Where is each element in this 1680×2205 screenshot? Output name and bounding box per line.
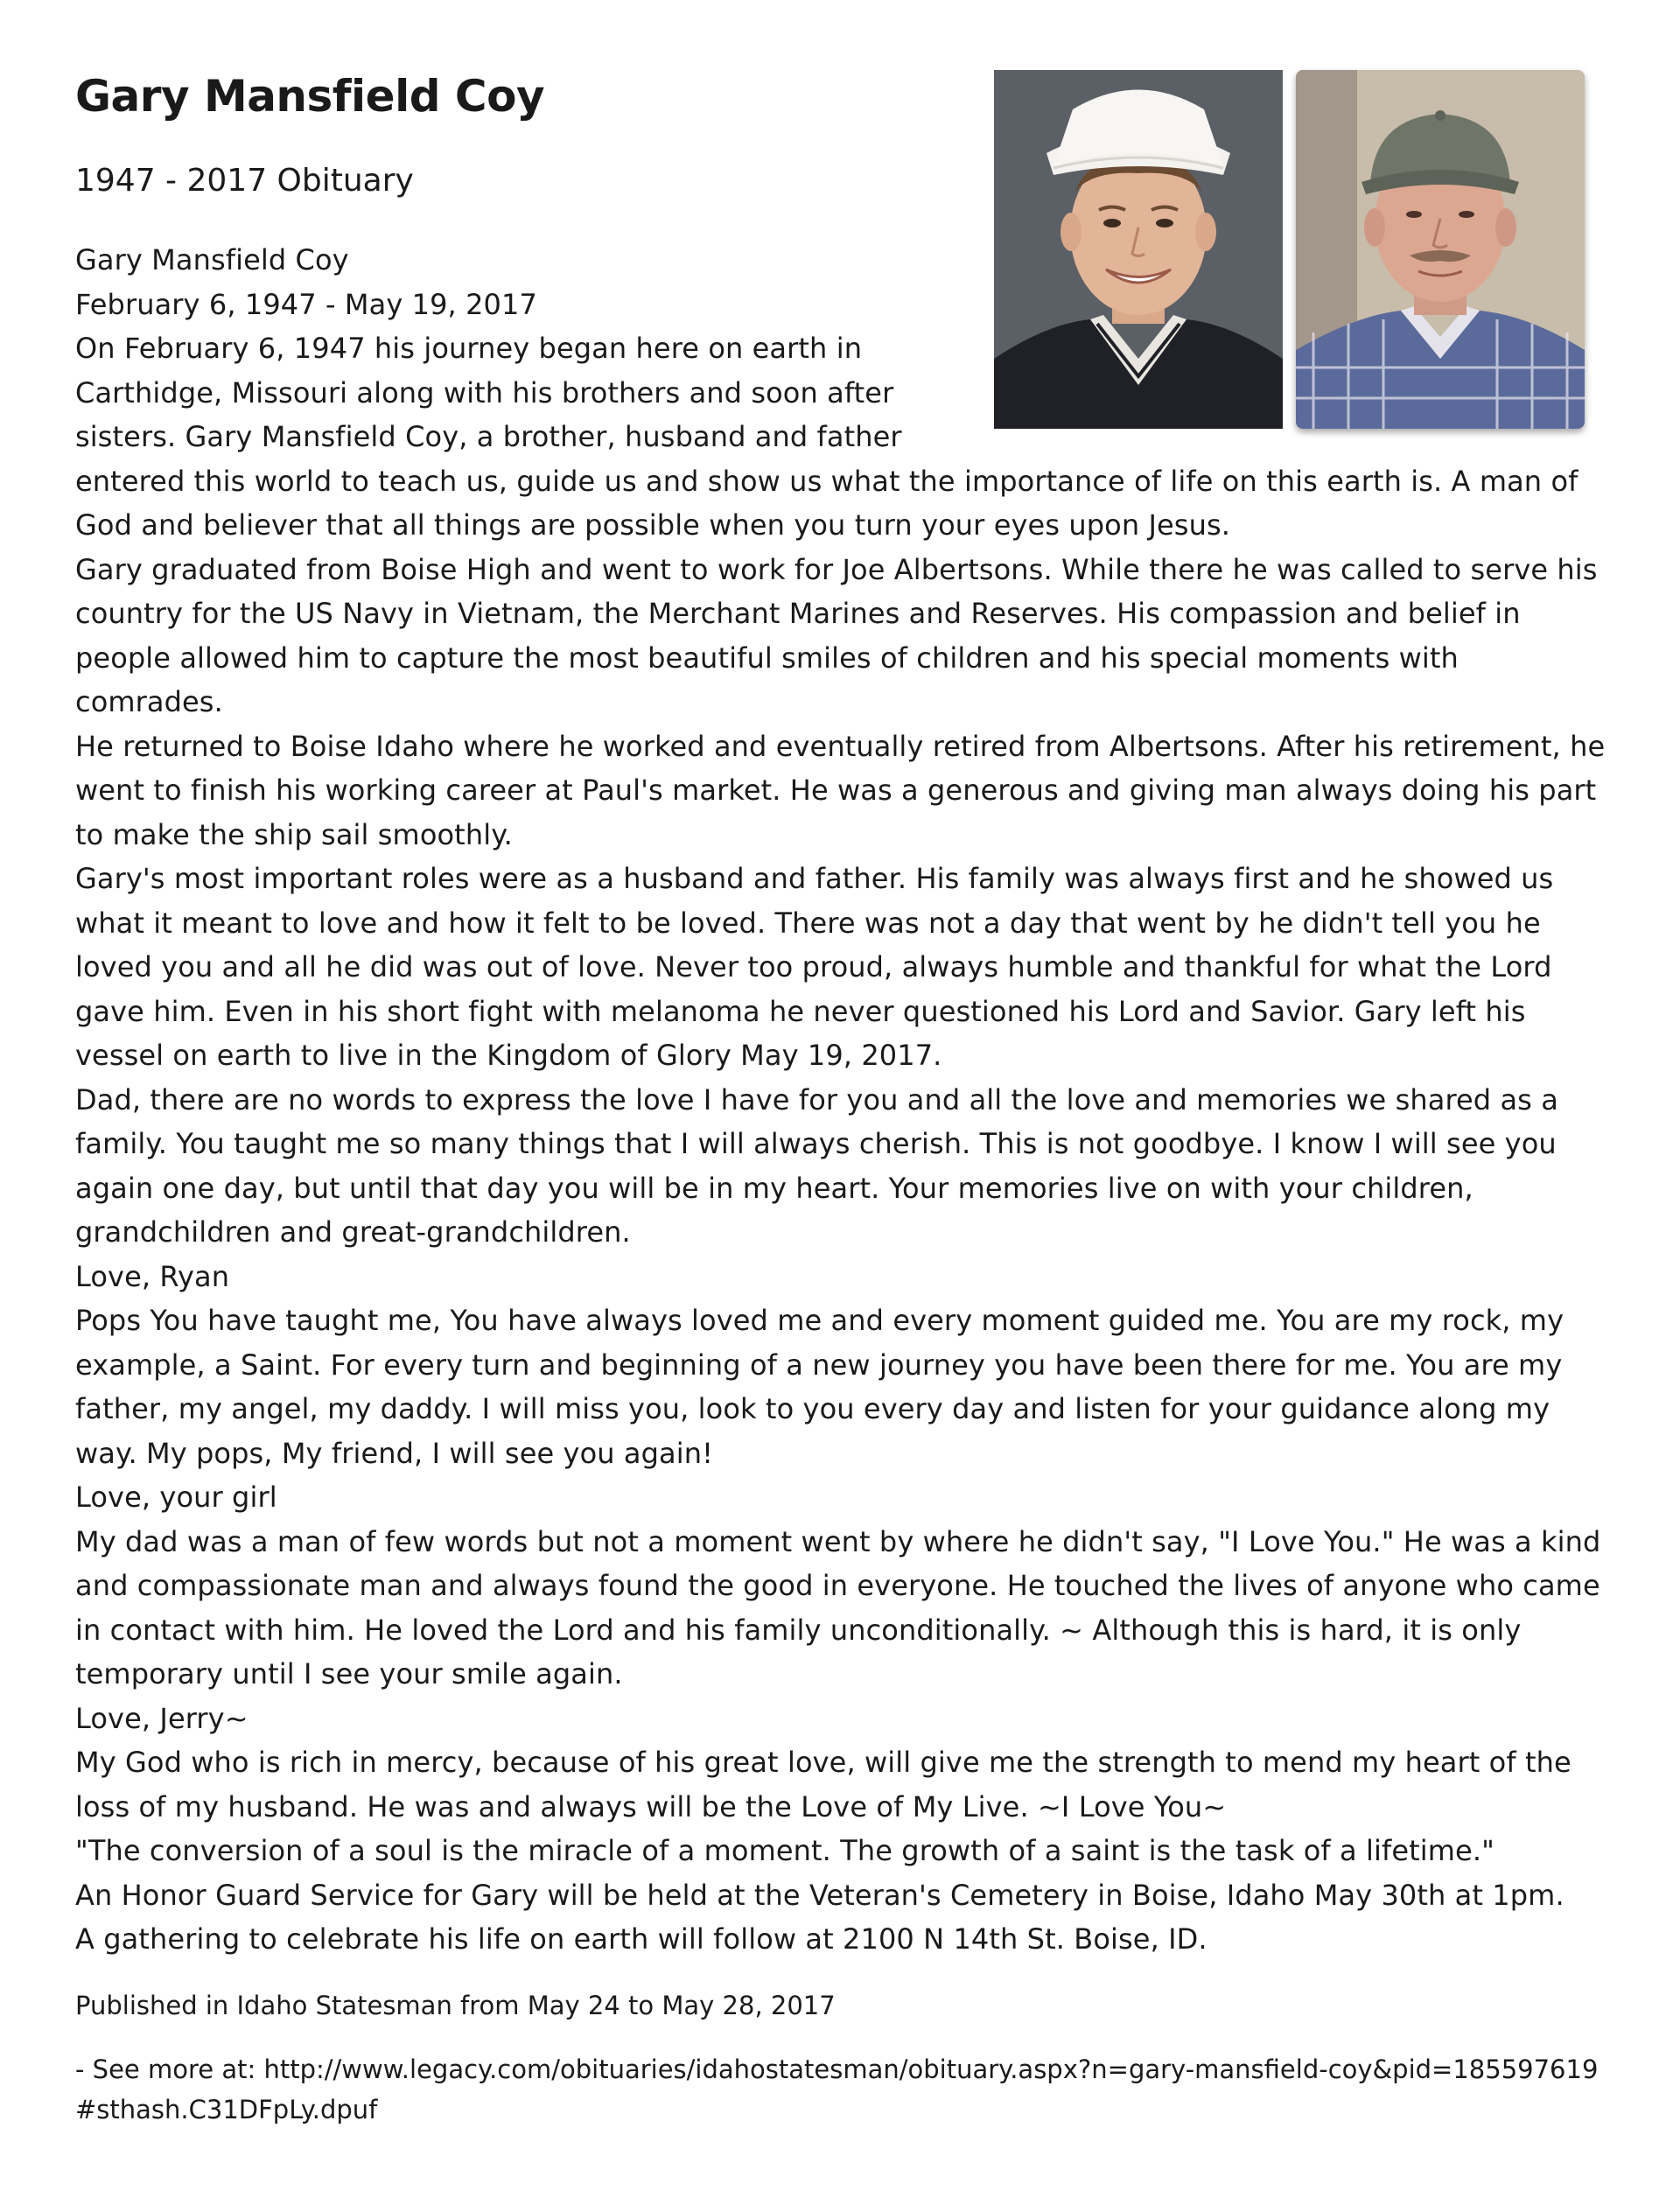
sailor-portrait-photo <box>994 70 1283 429</box>
body-paragraph: Gary's most important roles were as a husband and father. His family was always first and he showed us what it meant to love and how it felt to be loved. There was not a day that went by he didn't tell you he loved you and all he did was out of love. Never too proud, always humble and thankful for what the Lord gave him. Even in his short fight with melanoma he never questioned his Lord and Savior. Gary left his vessel on earth to live in the Kingdom of Glory May 19, 2017. <box>75 862 1554 1072</box>
body-paragraph: Dad, there are no words to express the love I have for you and all the love and memories we shared as a family. You taught me so many things that I will always cherish. This is not goodbye. I know I will see you again one day, but until that day you will be in my heart. Your memories live on with your children, grandchildren and great-grandchildren. <box>75 1082 1558 1249</box>
body-paragraph: Love, Jerry~ <box>75 1701 248 1735</box>
man-in-cap-portrait-icon <box>1296 70 1585 429</box>
body-paragraph: He returned to Boise Idaho where he worked and eventually retired from Albertsons. After his retirement, he went to finish his working career at Paul's market. He was a generous and giving man always doing his part to make the ship sail smoothly. <box>75 729 1606 851</box>
page-title: Gary Mansfield Coy <box>75 71 545 122</box>
obituary-page <box>75 61 1615 2130</box>
body-paragraph: Gary graduated from Boise High and went to work for Joe Albertsons. While there he was called to serve his country for the US Navy in Vietnam, the Merchant Marines and Reserves. His compassion and belief in people allowed him to capture the most beautiful smiles of children and his special moments with comrades. <box>75 552 1598 718</box>
body-paragraph: Gary Mansfield Coy <box>75 243 349 276</box>
body-paragraph: "The conversion of a soul is the miracle of a moment. The growth of a saint is the task of a lifetime." <box>75 1834 1494 1867</box>
source-link[interactable]: - See more at: http://www.legacy.com/obituaries/idahostatesman/obituary.aspx?n=gary-mansfield-coy&pid=185597619#sthash.C31DFpLy.dpuf <box>75 2054 1599 2124</box>
obituary-body <box>75 238 1615 1962</box>
body-paragraph: My God who is rich in mercy, because of his great love, will give me the strength to mend my heart of the loss of my husband. He was and always will be the Love of My Live. ~I Love You~ <box>75 1746 1572 1824</box>
body-paragraph: My dad was a man of few words but not a moment went by where he didn't say, "I Love You." He was a kind and compassionate man and always found the good in everyone. He touched the lives of anyone who came in contact with him. He loved the Lord and his family unconditionally. ~ Although this is hard, it is only temporary until I see your smile again. <box>75 1524 1601 1690</box>
body-paragraph: Love, your girl <box>75 1480 277 1514</box>
body-paragraph: On February 6, 1947 his journey began here on earth in Carthidge, Missouri along with his brothers and soon after sisters. Gary Mansfield Coy, a brother, husband and father entered this world to teach us, guide us and show us what the importance of life on this earth is. A man of God and believer that all things are possible when you turn your eyes upon Jesus. <box>75 332 1578 542</box>
body-paragraph: A gathering to celebrate his life on earth will follow at 2100 N 14th St. Boise, ID. <box>75 1922 1208 1956</box>
sailor-portrait-icon <box>994 70 1283 429</box>
body-paragraph: Pops You have taught me, You have always loved me and every moment guided me. You are my rock, my example, a Saint. For every turn and beginning of a new journey you have been there for me. You are my father, my angel, my daddy. I will miss you, look to you every day and listen for your guidance along my way. My pops, My friend, I will see you again! <box>75 1304 1564 1470</box>
body-paragraph: Love, Ryan <box>75 1259 230 1293</box>
body-paragraph: February 6, 1947 - May 19, 2017 <box>75 287 537 321</box>
man-in-cap-portrait-photo <box>1296 70 1585 429</box>
body-paragraph: An Honor Guard Service for Gary will be held at the Veteran's Cemetery in Boise, Idaho May 30th at 1pm. <box>75 1878 1564 1912</box>
photo-gallery <box>994 63 1615 430</box>
publication-note: Published in Idaho Statesman from May 24 to May 28, 2017 <box>75 1990 836 2020</box>
page-subtitle: 1947 - 2017 Obituary <box>75 163 414 199</box>
